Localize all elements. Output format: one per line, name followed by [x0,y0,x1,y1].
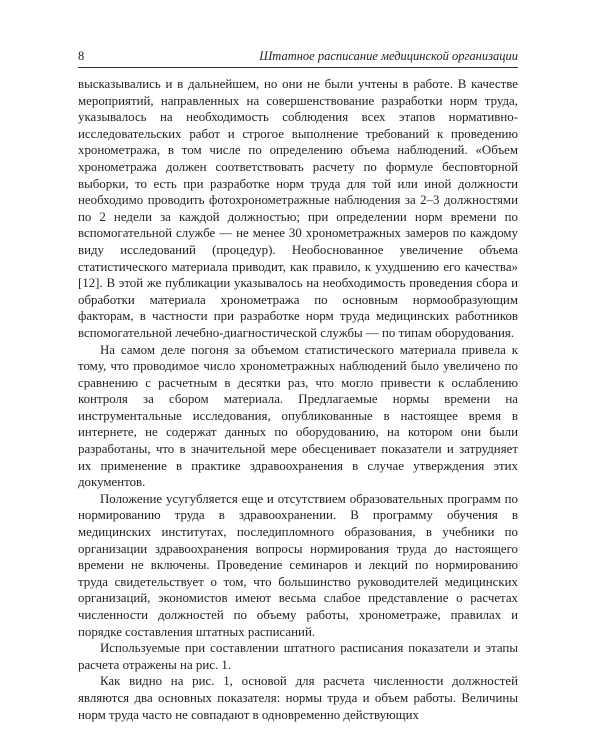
header-rule [78,67,518,68]
running-header [78,49,518,63]
paragraph-3: Положение усугубляется еще и отсутствием образовательных программ по нормированию труда в здравоохранении. В программу обучения в медицинских институтах, последипломного образования, в учебники по организации здравоохранения вопросы нормирования труда до настоящего времени не включены. Проведение семинаров и лекций по нормированию труда свидетельствует о том, что большинство руководителей медицинских организаций, экономистов имеют весьма слабое представление о расчетах численности должностей по объему работы, хронометраже, правилах и порядке составления штатных расписаний. [78,491,518,639]
body-text [78,76,518,723]
running-title: Штатное расписание медицинской организации [259,49,518,63]
page-number: 8 [78,49,85,63]
paragraph-5: Как видно на рис. 1, основой для расчета численности должностей являются два основных показателя: нормы труда и объем работы. Величины норм труда часто не совпадают в одновременно действующих [78,674,518,722]
paragraph-4: Используемые при составлении штатного расписания показатели и этапы расчета отражены на рис. 1. [78,641,518,672]
paragraph-2: На самом деле погоня за объемом статистического материала привела к тому, что проводимое число хронометражных наблюдений было увеличено по сравнению с расчетным в десятки раз, что могло привести к ослаблению контроля за сбором материала. Предлагаемые нормы времени на инструментальные исследования, опубликованные в настоящее время в интернете, не содержат данных по оборудованию, на котором они были разработаны, что в значительной мере обесценивает показатели и затрудняет их применение в практике здравоохранения в случае утверждения этих документов. [78,342,518,490]
paragraph-1: высказывались и в дальнейшем, но они не были учтены в работе. В качестве мероприятий, направленных на совершенствование разработки норм труда, указывалось на необходимость соблюдения всех этапов нормативно-исследовательских работ и строгое выполнение требований к проведению хронометража, в том числе по определению объема наблюдений. «Объем хронометража должен соответствовать расчету по формуле бесповторной выборки, то есть при разработке норм труда для той или иной должности необходимо проводить фотохронометражные наблюдения за 2–3 должностями по 2 недели за каждой должностью; при определении норм времени по вспомогательной службе — не менее 30 хронометражных замеров по каждому виду исследований (процедур). Необоснованное увеличение объема статистического материала приводит, как правило, к ухудшению его качества» [12]. В этой же публикации указывалось на необходимость проведения сбора и обработки материала хронометража по основным нормообразующим факторам, в частности при разработке норм труда медицинских работников вспомогательной лечебно-диагностической службы — по типам оборудования. [78,77,518,340]
